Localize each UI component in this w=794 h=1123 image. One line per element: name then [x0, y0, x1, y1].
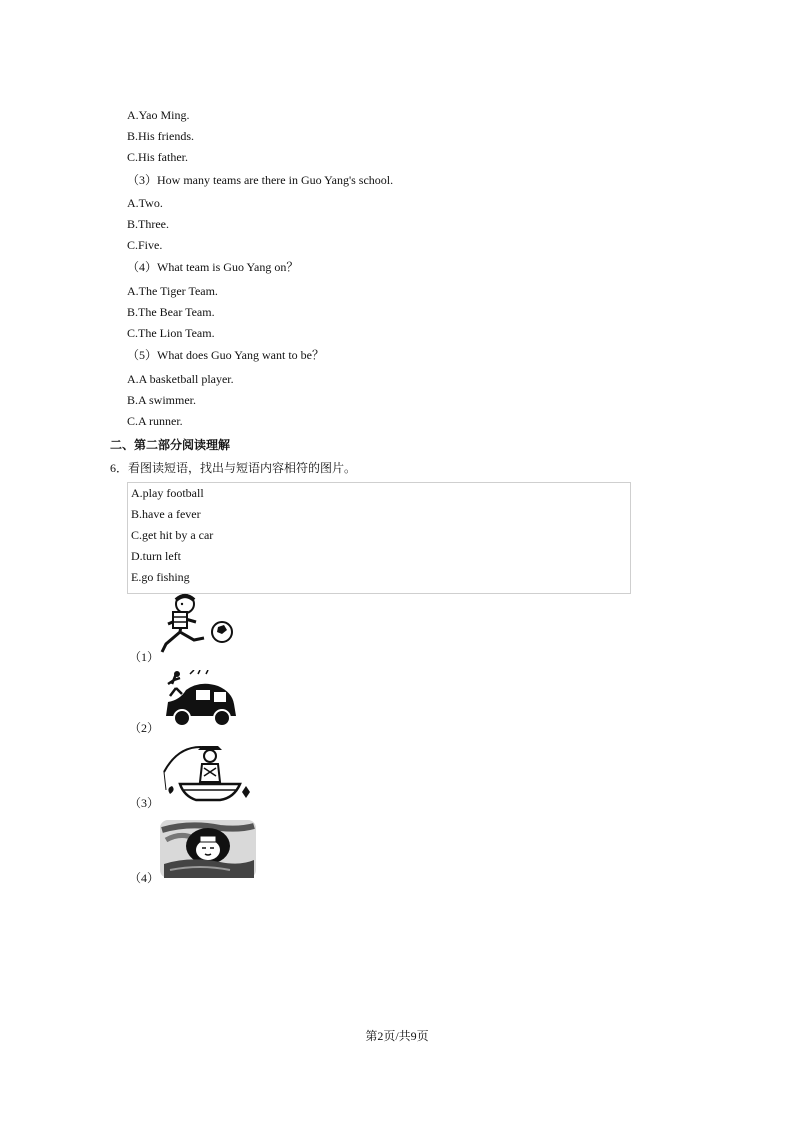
q5-option-a: A.A basketball player.: [127, 372, 234, 386]
q2-option-a: A.Yao Ming.: [127, 108, 190, 122]
girl-sick-in-bed-picture: [160, 820, 256, 883]
q5-option-c: C.A runner.: [127, 414, 183, 428]
question-6: [110, 459, 356, 476]
man-fishing-in-boat-picture: [160, 742, 252, 809]
page-footer: 第2页/共9页: [365, 1029, 429, 1043]
q5-question: （5）What does Guo Yang want to be？: [127, 348, 324, 362]
phrase-b: B.have a fever: [131, 507, 201, 521]
q4-question: （4）What team is Guo Yang on？: [127, 260, 299, 274]
picture-3-label: （3）: [129, 796, 160, 810]
q2-option-c: C.His father.: [127, 150, 188, 164]
q4-option-c: C.The Lion Team.: [127, 326, 215, 340]
phrase-e: E.go fishing: [131, 570, 190, 584]
q3-option-b: B.Three.: [127, 217, 169, 231]
section-title: 二、第二部分阅读理解: [110, 438, 231, 452]
phrase-c: C.get hit by a car: [131, 528, 214, 542]
q3-option-a: A.Two.: [127, 196, 163, 210]
q5-option-b: B.A swimmer.: [127, 393, 197, 407]
phrase-d: D.turn left: [131, 549, 181, 563]
picture-2-label: （2）: [129, 721, 160, 735]
q3-option-c: C.Five.: [127, 238, 163, 252]
phrase-box: [127, 482, 631, 594]
q4-option-a: A.The Tiger Team.: [127, 284, 218, 298]
car-accident-picture: [160, 670, 240, 737]
picture-1-label: （1）: [129, 650, 160, 664]
picture-4-label: （4）: [129, 871, 160, 885]
boy-playing-football-picture: [160, 592, 236, 663]
phrase-a: A.play football: [131, 486, 204, 500]
question-number: 6．: [110, 461, 129, 475]
q4-option-b: B.The Bear Team.: [127, 305, 215, 319]
question-instruction: 看图读短语，找出与短语内容相符的图片。: [128, 461, 357, 475]
q3-question: （3）How many teams are there in Guo Yang's school.: [127, 173, 394, 187]
q2-option-b: B.His friends.: [127, 129, 194, 143]
